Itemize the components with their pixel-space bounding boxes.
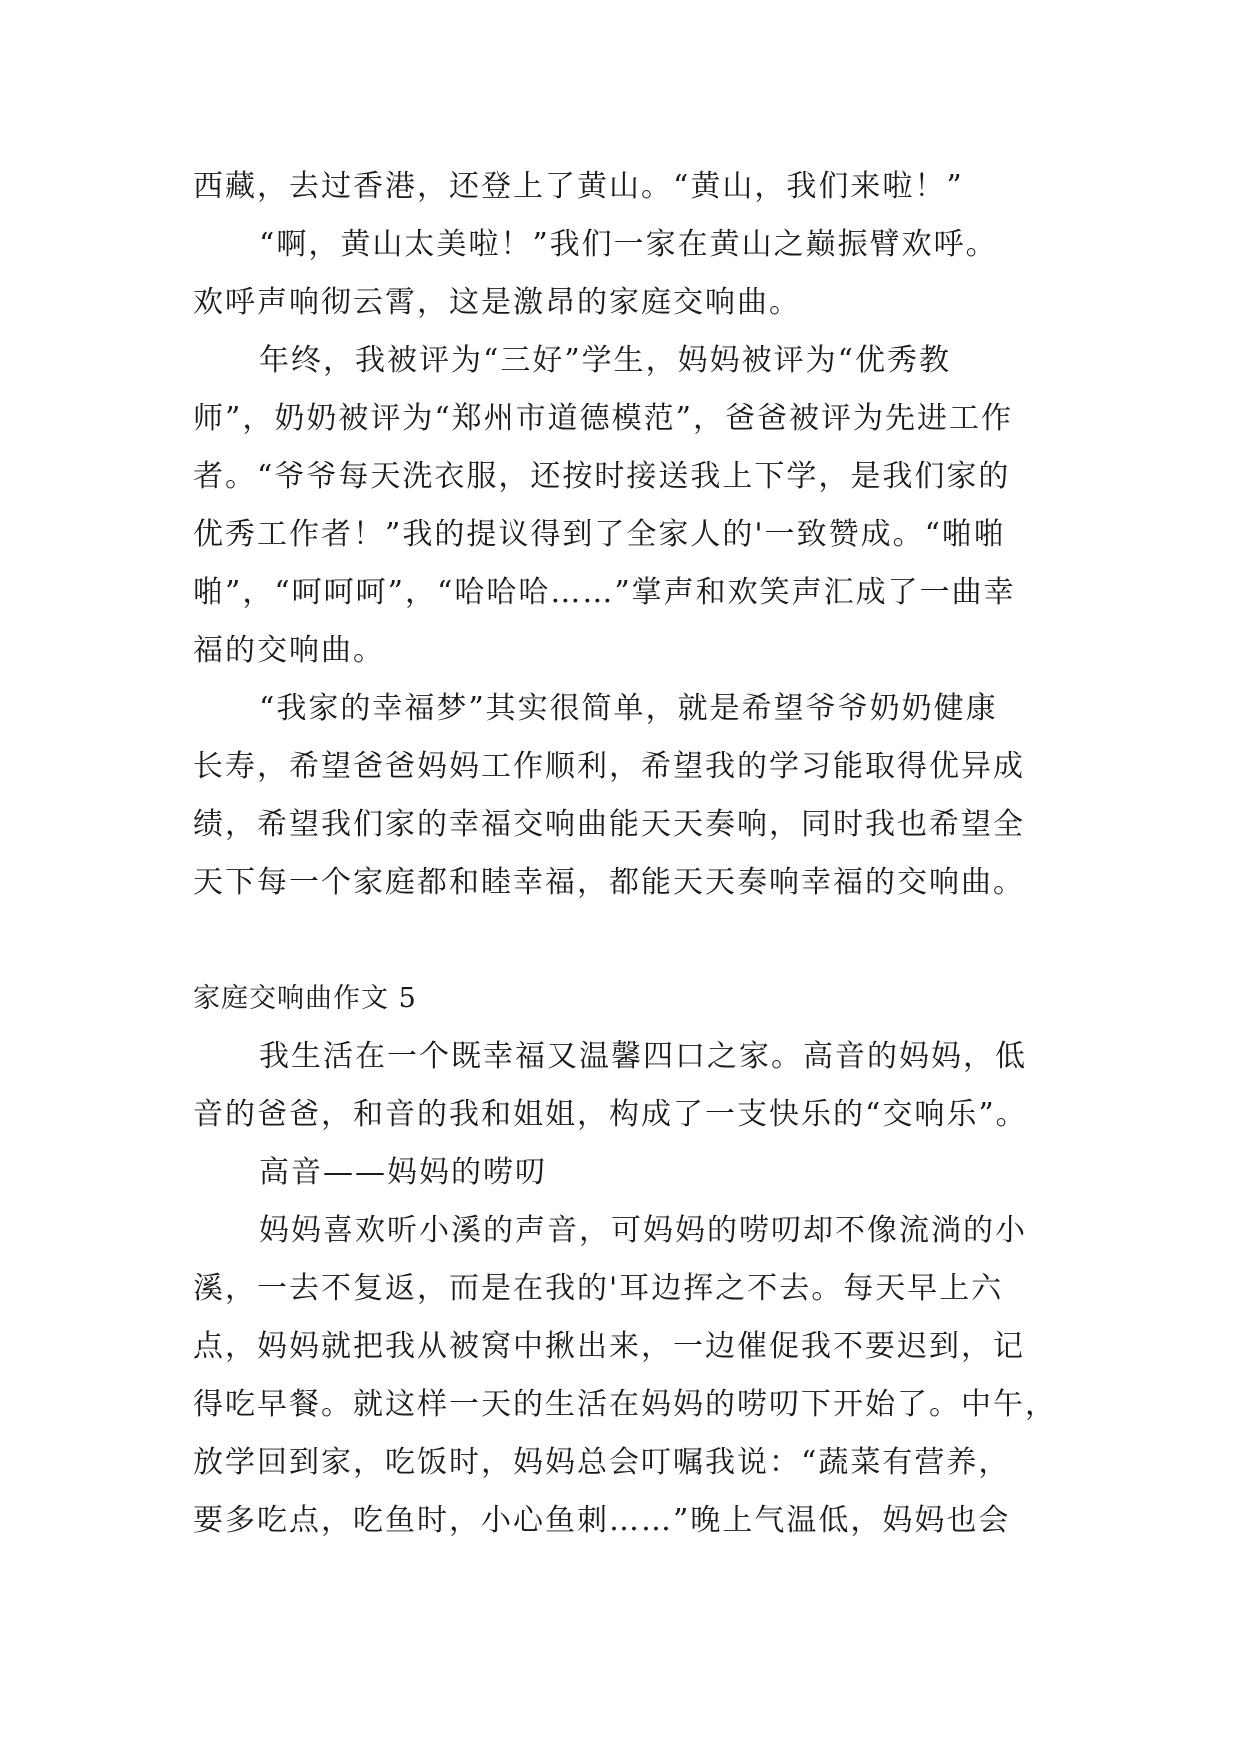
section-spacer	[193, 912, 1073, 970]
text-line: “啊，黄山太美啦！”我们一家在黄山之巅振臂欢呼。	[259, 227, 998, 262]
text-line: 西藏，去过香港，还登上了黄山。“黄山，我们来啦！”	[193, 169, 964, 204]
document-body	[193, 158, 1073, 1550]
text-line: 长寿，希望爸爸妈妈工作顺利，希望我的学习能取得优异成	[193, 749, 1025, 784]
text-line: 年终，我被评为“三好”学生，妈妈被评为“优秀教	[259, 343, 952, 378]
text-line: 者。“爷爷每天洗衣服，还按时接送我上下学，是我们家的	[193, 459, 1011, 494]
section-heading: 家庭交响曲作文 5	[193, 983, 417, 1014]
text-line: 优秀工作者！”我的提议得到了全家人的'一致赞成。“啪啪	[193, 517, 1006, 552]
text-line: 妈妈喜欢听小溪的声音，可妈妈的唠叨却不像流淌的小	[259, 1213, 1027, 1248]
text-line: 点，妈妈就把我从被窝中揪出来，一边催促我不要迟到，记	[193, 1329, 1025, 1364]
text-line: “我家的幸福梦”其实很简单，就是希望爷爷奶奶健康	[259, 691, 998, 726]
text-line: 天下每一个家庭都和睦幸福，都能天天奏响幸福的交响曲。	[193, 865, 1025, 900]
text-line: 师”，奶奶被评为“郑州市道德模范”，爸爸被评为先进工作	[193, 401, 1014, 436]
text-line: 音的爸爸，和音的我和姐姐，构成了一支快乐的“交响乐”。	[193, 1097, 1028, 1132]
text-line: 溪，一去不复返，而是在我的'耳边挥之不去。每天早上六	[193, 1271, 1004, 1306]
text-line: 欢呼声响彻云霄，这是激昂的家庭交响曲。	[193, 285, 801, 320]
subheading: 高音——妈妈的唠叨	[259, 1155, 547, 1190]
text-line: 放学回到家，吃饭时，妈妈总会叮嘱我说：“蔬菜有营养，	[193, 1445, 1011, 1480]
text-line: 啪”，“呵呵呵”，“哈哈哈……”掌声和欢笑声汇成了一曲幸	[193, 575, 1016, 610]
text-line: 绩，希望我们家的幸福交响曲能天天奏响，同时我也希望全	[193, 807, 1025, 842]
text-line: 福的交响曲。	[193, 633, 385, 668]
text-line: 得吃早餐。就这样一天的生活在妈妈的唠叨下开始了。中午，	[193, 1387, 1057, 1422]
text-line: 要多吃点，吃鱼时，小心鱼刺……”晚上气温低，妈妈也会	[193, 1503, 1011, 1538]
text-line: 我生活在一个既幸福又温馨四口之家。高音的妈妈，低	[259, 1039, 1027, 1074]
